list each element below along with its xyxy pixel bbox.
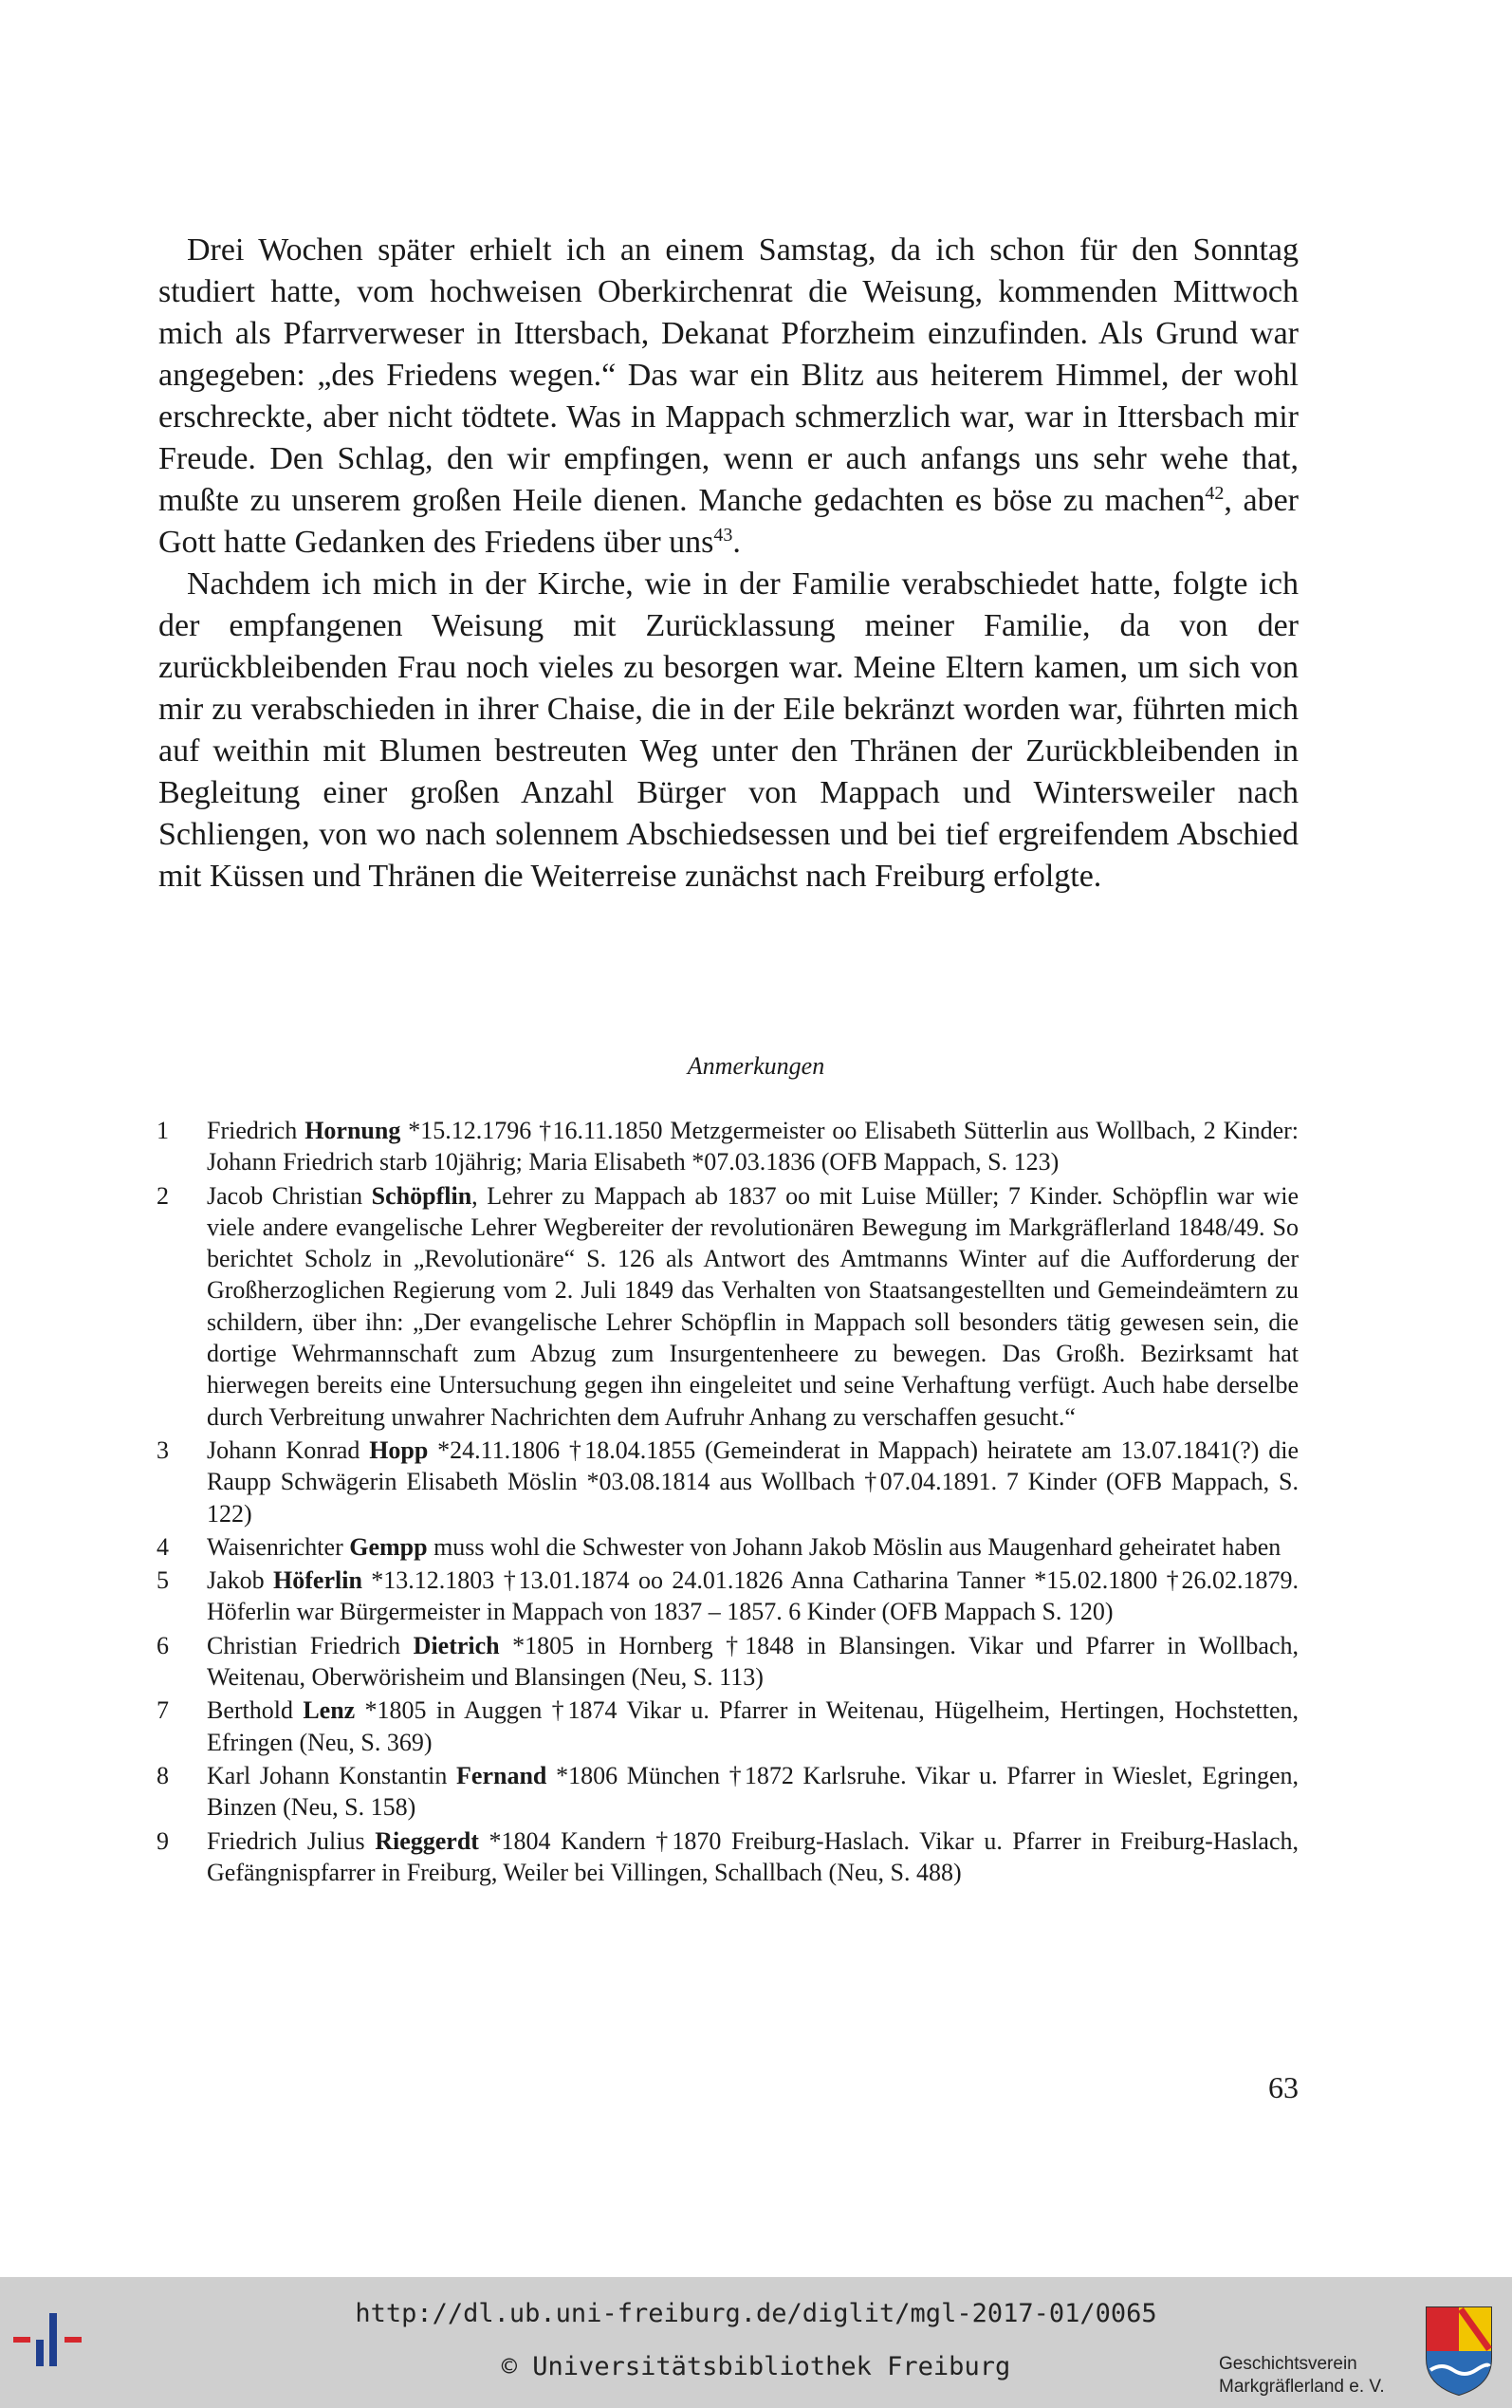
note-person-name: Fernand [456,1761,547,1789]
crest-quarter-red [1427,2307,1459,2351]
note-text: Jakob Höferlin *13.12.1803 †13.01.1874 oo 24.01.1826 Anna Catharina Tanner *15.02.1800 †26.02.1879. Höferlin war Bürgermeister in Mappach von 1837 – 1857. 6 Kinder (OFB Mappach S. 120) [207,1566,1299,1626]
note-person-name: Schöpflin [371,1181,472,1210]
notes-list [157,1115,1299,1888]
society-crest-icon[interactable] [1423,2304,1495,2397]
note-number: 8 [157,1761,169,1789]
note-number: 9 [157,1826,169,1855]
note-person-name: Hopp [369,1436,429,1464]
note-text: Jacob Christian Schöpflin, Lehrer zu Mappach ab 1837 oo mit Luise Müller; 7 Kinder. Schöpflin war wie viele andere evangelische Lehrer Wegbereiter der revolutionären Bewegung im Markgräflerland 1848/49. So berichtet Scholz in „Revolutionäre“ S. 126 als Antwort des Amtmanns Winter auf die Aufforderung der Großherzoglichen Regierung vom 2. Juli 1849 das Verhalten von Staatsangestellten und Gemeindeämtern zu schildern, über ihn: „Der evangelische Lehrer Schöpflin in Mappach soll besonders tätig gewesen sein, die dortige Wehrmannschaft zum Abzug zum Insurgentenheere zu bewegen. Das Großh. Bezirksamt hat hierwegen bereits eine Untersuchung gegen ihn eingeleitet und seine Verhaftung verfügt. Auch habe derselbe durch Verbreitung unwahrer Nachrichten dem Aufruhr Anhang zu verschaffen gesucht.“ [207,1181,1300,1431]
note-number: 2 [157,1181,169,1210]
note-text: Karl Johann Konstantin Fernand *1806 München †1872 Karlsruhe. Vikar u. Pfarrer in Wieslet, Egringen, Binzen (Neu, S. 158) [207,1761,1299,1822]
page-number: 63 [1268,2070,1299,2104]
footnote-ref-43[interactable]: 43 [713,525,733,546]
paragraph-1: Drei Wochen später erhielt ich an einem Samstag, da ich schon für den Sonntag studiert hatte, vom hochweisen Oberkirchenrat die Weisung, kommenden Mittwoch mich als Pfarrverweser in Ittersbach, Dekanat Pforzheim einzufinden. Als Grund war angegeben: „des Friedens wegen.“ Das war ein Blitz aus heiterem Himmel, der wohl erschreckte, aber nicht tödtete. Was in Mappach schmerzlich war, war in Ittersbach mir Freude. Den Schlag, den wir empfingen, wenn er auch anfangs uns sehr wehe that, mußte zu unserem großen Heile dienen. Manche gedachten es böse zu machen$^{42}$, aber Gott hatte Gedanken des Friedens über uns$^{43}$. [158,232,1299,560]
note-item [157,1565,1299,1628]
note-item [157,1531,1299,1563]
note-person-name: Rieggerdt [375,1826,479,1855]
logo-dash-left [13,2337,30,2343]
footer-bar [0,2277,1512,2408]
note-text: Johann Konrad Hopp *24.11.1806 †18.04.1855 (Gemeinderat in Mappach) heiratete am 13.07.1841(?) die Raupp Schwägerin Elisabeth Möslin *03.08.1814 aus Wollbach †07.04.1891. 7 Kinder (OFB Mappach, S. 122) [207,1436,1300,1528]
note-text: Berthold Lenz *1805 in Auggen †1874 Vikar u. Pfarrer in Weitenau, Hügelheim, Hertingen, Hochstetten, Efringen (Neu, S. 369) [207,1696,1299,1756]
note-text: Friedrich Julius Rieggerdt *1804 Kandern †1870 Freiburg-Haslach. Vikar u. Pfarrer in Freiburg-Haslach, Gefängnispfarrer in Freiburg, Weiler bei Villingen, Schallbach (Neu, S. 488) [207,1826,1299,1886]
note-item [157,1825,1299,1889]
note-person-name: Gempp [349,1532,428,1561]
note-item [157,1115,1299,1178]
note-person-name: Höferlin [273,1566,362,1595]
notes-heading: Anmerkungen [687,1052,825,1080]
footnote-ref-42[interactable]: 42 [1205,483,1225,504]
note-number: 5 [157,1566,169,1595]
note-text: Christian Friedrich Dietrich *1805 in Hornberg †1848 in Blansingen. Vikar und Pfarrer in Wollbach, Weitenau, Oberwörisheim und Blansingen (Neu, S. 113) [207,1631,1299,1692]
logo-dash-right [65,2337,82,2343]
body-text [158,230,1299,898]
note-person-name: Lenz [303,1696,356,1725]
note-text: Waisenrichter Gempp muss wohl die Schwester von Johann Jakob Möslin aus Maugenhard geheiratet haben [207,1532,1282,1561]
note-person-name: Dietrich [413,1631,500,1659]
note-text: Friedrich Hornung *15.12.1796 †16.11.1850 Metzgermeister oo Elisabeth Sütterlin aus Wollbach, 2 Kinder: Johann Friedrich starb 10jährig; Maria Elisabeth *07.03.1836 (OFB Mappach, S. 123) [207,1117,1299,1176]
note-person-name: Hornung [304,1117,401,1144]
society-line-2: Markgräflerland e. V. [1219,2377,1385,2397]
note-number: 6 [157,1631,169,1659]
note-item [157,1695,1299,1758]
footer-copyright: © Universitätsbibliothek Freiburg [501,2352,1011,2381]
note-number: 3 [157,1436,169,1464]
note-number: 7 [157,1696,169,1725]
paragraph-2: Nachdem ich mich in der Kirche, wie in der Familie verabschiedet hatte, folgte ich der empfangenen Weisung mit Zurücklassung meiner Familie, da von der zurückbleibenden Frau noch vieles zu besorgen war. Meine Eltern kamen, um sich von mir zu verabschieden in ihrer Chaise, die in der Eile bekränzt worden war, führten mich auf weithin mit Blumen bestreuten Weg unter den Thränen der Zurückbleibenden in Begleitung einer großen Anzahl Bürger von Mappach und Wintersweiler nach Schliengen, von wo nach solennem Abschiedsessen und bei tief ergreifendem Abschied mit Küssen und Thränen die Weiterreise zunächst nach Freiburg erfolgte. [158,566,1299,894]
note-item [157,1180,1299,1433]
note-number: 4 [157,1532,169,1561]
note-item [157,1630,1299,1694]
note-number: 1 [157,1117,169,1144]
note-item [157,1435,1299,1529]
society-line-1: Geschichtsverein [1219,2354,1357,2374]
note-item [157,1760,1299,1824]
society-name [1219,2353,1428,2399]
footer-url[interactable]: http://dl.ub.uni-freiburg.de/diglit/mgl-2017-01/0065 [355,2299,1157,2328]
